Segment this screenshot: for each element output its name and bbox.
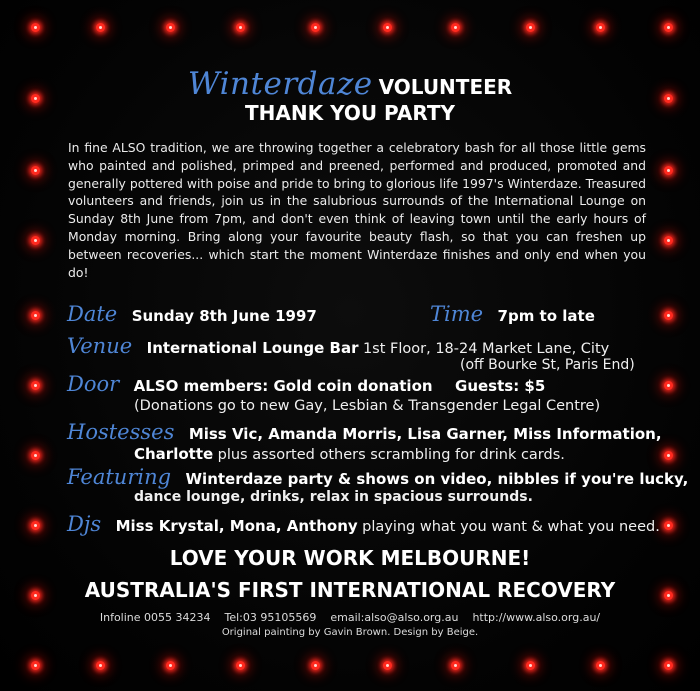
winterdaze-script-title: Winterdaze [187,66,373,102]
door-guests: Guests: $5 [455,377,546,395]
footer-contacts: Infoline 0055 34234 Tel:03 95105569 email:also@also.org.au http://www.also.org.au/ [99,611,601,624]
light-bulb [526,661,535,670]
light-bulb [664,521,673,530]
door-members: ALSO members: Gold coin donation [133,377,433,395]
venue-name: International Lounge Bar [146,339,359,357]
light-bulb [31,451,40,460]
featuring-line1: Winterdaze party & shows on video, nibbles if you're lucky, [185,470,689,488]
light-bulb [596,23,605,32]
light-bulb [383,661,392,670]
djs-extra: playing what you want & what you need. [362,519,660,535]
light-bulb [166,661,175,670]
light-bulb [664,166,673,175]
door-note: (Donations go to new Gay, Lesbian & Transgender Legal Centre) [134,398,601,414]
light-bulb [664,311,673,320]
featuring-label: Featuring [67,465,172,489]
slogan-line-2: AUSTRALIA'S FIRST INTERNATIONAL RECOVERY [84,578,616,602]
light-bulb [31,166,40,175]
hostesses-names-line1: Miss Vic, Amanda Morris, Lisa Garner, Miss Information, [188,425,662,443]
light-bulb [31,311,40,320]
venue-note: (off Bourke St, Paris End) [460,357,635,373]
light-bulb [236,23,245,32]
venue-address: 1st Floor, 18-24 Market Lane, City [362,341,610,357]
hostesses-extra: plus assorted others scrambling for drink cards. [217,447,565,463]
light-bulb [451,23,460,32]
time-value: 7pm to late [497,307,595,325]
light-bulb [31,236,40,245]
light-bulb [96,23,105,32]
light-bulb [311,23,320,32]
title-suffix: VOLUNTEER [378,75,513,99]
time-row [430,302,595,326]
light-bulb [451,661,460,670]
hostesses-line2 [134,445,565,463]
venue-label: Venue [67,334,133,358]
featuring-line2: dance lounge, drinks, relax in spacious surrounds. [134,489,533,505]
featuring-row [67,465,688,489]
djs-names: Miss Krystal, Mona, Anthony [115,517,358,535]
slogan-line-1: LOVE YOUR WORK MELBOURNE! [169,546,531,570]
time-label: Time [430,302,484,326]
hostesses-row [67,420,662,444]
intro-paragraph: In fine ALSO tradition, we are throwing together a celebratory bash for all those little gems who painted and polished, primped and preened, performed and produced, promoted and generally pottered with poise and pride to bring to glorious life 1997's Winterdaze. Treasured volunteers and friends, join us in the salubrious surrounds of the International Lounge on Sunday 8th June from 7pm, and don't even think of leaving town until the early hours of Monday morning. Bring along your favourite beauty flash, so that you can freshen up between recoveries... which start the moment Winterdaze finishes and only end when you do! [68,140,646,280]
light-bulb [596,661,605,670]
light-bulb [526,23,535,32]
light-bulb [664,451,673,460]
light-bulb [31,521,40,530]
light-bulb [383,23,392,32]
light-bulb [664,23,673,32]
djs-label: Djs [67,512,102,536]
door-label: Door [67,372,120,396]
date-value: Sunday 8th June 1997 [131,307,317,325]
header-title [0,66,700,102]
footer-credits: Original painting by Gavin Brown. Design by Beige. [221,627,479,638]
light-bulb [96,661,105,670]
light-bulb [31,23,40,32]
hostesses-label: Hostesses [67,420,175,444]
hostesses-names-line2: Charlotte [134,445,214,463]
light-bulb [664,381,673,390]
light-bulb [31,381,40,390]
light-bulb [166,23,175,32]
light-bulb [311,661,320,670]
venue-row [67,334,609,358]
light-bulb [31,661,40,670]
light-bulb [236,661,245,670]
date-label: Date [67,302,118,326]
date-row [67,302,317,326]
door-row [67,372,545,396]
light-bulb [664,236,673,245]
djs-row [67,512,660,536]
title-line-2: THANK YOU PARTY [245,101,455,125]
light-bulb [664,661,673,670]
